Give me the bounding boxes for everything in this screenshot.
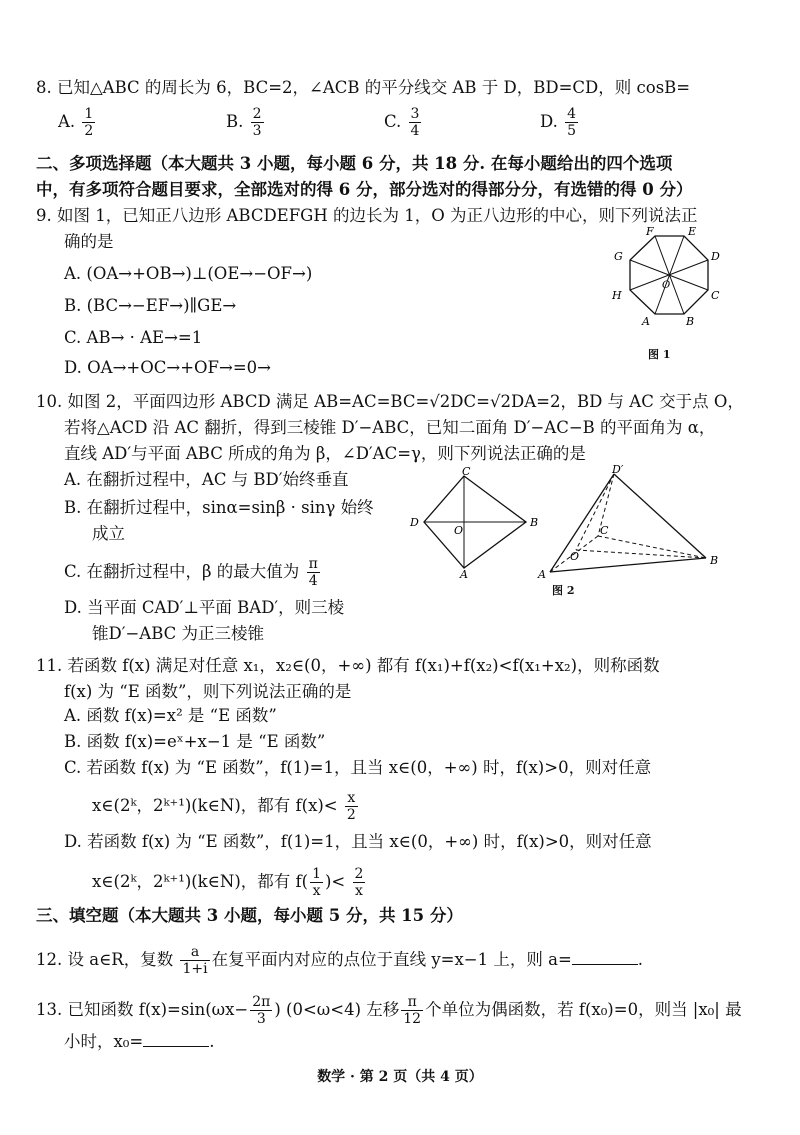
q8-option-a: A. $\frac{1}{2}$ — [58, 106, 94, 139]
section2-line1: 二、多项选择题（本大题共 3 小题，每小题 6 分，共 18 分. 在每小题给出的四个选项 — [36, 154, 673, 173]
figure1-caption: 图 1 — [648, 348, 671, 361]
section3-title: 三、填空题（本大题共 3 小题，每小题 5 分，共 15 分） — [36, 906, 463, 925]
q12-line: 12. 设 a∈R，复数 $\frac{a}{1+i}$ 在复平面内对应的点位于直线 y=x−1 上，则 a= . — [36, 944, 644, 977]
q11-stem-line2: f(x) 为 “E 函数”，则下列说法正确的是 — [64, 682, 352, 701]
q10-option-c: C. 在翻折过程中，β 的最大值为 $\frac{\pi}{4}$ — [64, 556, 318, 589]
q13-frac1: $\frac{2\pi}{3}$ — [252, 994, 271, 1027]
q12-frac: $\frac{a}{1+i}$ — [182, 944, 208, 977]
fig2-label-o: O — [454, 524, 464, 537]
q11-option-d-inner-frac: $\frac{1}{x}$ — [312, 866, 321, 899]
q13-line1: 13. 已知函数 f(x)=sin(ωx− $\frac{2\pi}{3}$ ) (0<ω<4) 左移 $\frac{\pi}{12}$ 个单位为偶函数，若 f(x₀)=0，则当 |x₀| 最 — [36, 994, 742, 1027]
q11-option-d-line1: D. 若函数 f(x) 为 “E 函数”，f(1)=1，且当 x∈(0，+∞) 时，f(x)>0，则对任意 — [64, 832, 652, 851]
q8-option-d: D. $\frac{4}{5}$ — [540, 106, 577, 139]
q10-option-b-line1: B. 在翻折过程中，sinα=sinβ · sinγ 始终 — [64, 498, 374, 517]
vertex-label-f: F — [646, 226, 654, 238]
fig2-label-b: B — [530, 516, 539, 529]
vertex-label-b: B — [686, 315, 695, 328]
q11-option-c-line2: x∈(2ᵏ，2ᵏ⁺¹)(k∈N)，都有 f(x)< $\frac{x}{2}$ — [92, 790, 356, 823]
q11-option-b: B. 函数 f(x)=eˣ+x−1 是 “E 函数” — [64, 732, 326, 751]
q9-stem-line2: 确的是 — [64, 232, 114, 251]
q11-option-d-frac: $\frac{2}{x}$ — [354, 866, 364, 899]
figure2-caption: 图 2 — [552, 584, 575, 597]
q12-answer-blank[interactable] — [572, 948, 638, 965]
q11-option-d-line2: x∈(2ᵏ，2ᵏ⁺¹)(k∈N)，都有 f( $\frac{1}{x}$ )< $\frac{2}{x}$ — [92, 866, 364, 899]
q8-option-c: C. $\frac{3}{4}$ — [384, 106, 420, 139]
q13-answer-blank[interactable] — [143, 1030, 209, 1047]
q8-option-c-frac: $\frac{3}{4}$ — [410, 106, 420, 139]
q9-option-c: C. AB→ · AE→=1 — [64, 328, 203, 347]
vertex-label-h: H — [612, 289, 622, 302]
q8-option-b: B. $\frac{2}{3}$ — [226, 106, 262, 139]
fig2-tet-label-o: O — [570, 550, 580, 563]
q8-option-b-frac: $\frac{2}{3}$ — [252, 106, 262, 139]
q8-option-d-frac: $\frac{4}{5}$ — [567, 106, 577, 139]
q10-stem-line2: 若将△ACD 沿 AC 翻折，得到三棱锥 D′−ABC，已知二面角 D′−AC−B 的平面角为 α， — [64, 418, 716, 437]
q10-option-a: A. 在翻折过程中，AC 与 BD′始终垂直 — [64, 470, 349, 489]
vertex-label-e: E — [688, 226, 697, 238]
fig2-tet-label-b: B — [710, 554, 719, 567]
q11-option-c-line1: C. 若函数 f(x) 为 “E 函数”，f(1)=1，且当 x∈(0，+∞) 时，f(x)>0，则对任意 — [64, 758, 652, 777]
q10-option-b-line2: 成立 — [92, 524, 125, 543]
q8-option-a-frac: $\frac{1}{2}$ — [84, 106, 94, 139]
q10-option-d-line2: 锥D′−ABC 为正三棱锥 — [92, 624, 265, 643]
fig2-label-c: C — [462, 466, 471, 478]
q10-option-d-line1: D. 当平面 CAD′⊥平面 BAD′，则三棱 — [64, 598, 345, 617]
figure1-octagon — [606, 226, 726, 358]
fig2-tet-label-c: C — [600, 524, 609, 537]
figure2-tetrahedron — [536, 464, 726, 580]
q9-option-d: D. OA→+OC→+OF→=0→ — [64, 358, 271, 377]
q10-option-c-frac: $\frac{\pi}{4}$ — [308, 556, 318, 589]
q11-stem-line1: 11. 若函数 f(x) 满足对任意 x₁，x₂∈(0，+∞) 都有 f(x₁)+f(x₂)<f(x₁+x₂)，则称函数 — [36, 656, 660, 675]
q11-option-c-frac: $\frac{x}{2}$ — [346, 790, 356, 823]
fig2-label-d: D — [410, 516, 419, 529]
q9-option-a: A. (OA→+OB→)⊥(OE→−OF→) — [64, 264, 313, 283]
q8-stem: 8. 已知△ABC 的周长为 6，BC=2，∠ACB 的平分线交 AB 于 D，BD=CD，则 cosB= — [36, 78, 691, 97]
section2-line2: 中，有多项符合题目要求，全部选对的得 6 分，部分选对的得部分分，有选错的得 0 分） — [36, 180, 693, 199]
q13-line2: 小时，x₀= . — [64, 1032, 215, 1051]
vertex-label-g: G — [614, 250, 623, 263]
page-footer: 数学 · 第 2 页（共 4 页） — [317, 1069, 483, 1085]
q11-option-a: A. 函数 f(x)=x² 是 “E 函数” — [64, 706, 277, 725]
q10-stem-line3: 直线 AD′与平面 ABC 所成的角为 β，∠D′AC=γ，则下列说法正确的是 — [64, 444, 586, 463]
q9-option-b: B. (BC→−EF→)∥GE→ — [64, 296, 237, 315]
vertex-label-d: D — [711, 250, 720, 263]
fig2-label-a: A — [460, 568, 468, 578]
vertex-label-c: C — [711, 289, 720, 302]
fig2-tet-label-dprime: D′ — [612, 464, 624, 476]
q13-frac2: $\frac{\pi}{12}$ — [403, 994, 422, 1027]
vertex-label-o: O — [662, 280, 671, 291]
figure2-planar — [404, 466, 550, 578]
q9-stem-line1: 9. 如图 1，已知正八边形 ABCDEFGH 的边长为 1，O 为正八边形的中心，则下列说法正 — [36, 206, 698, 225]
vertex-label-a: A — [642, 315, 650, 328]
q10-stem-line1: 10. 如图 2，平面四边形 ABCD 满足 AB=AC=BC=√2DC=√2DA=2，BD 与 AC 交于点 O， — [36, 392, 744, 411]
fig2-tet-label-a: A — [538, 568, 546, 580]
